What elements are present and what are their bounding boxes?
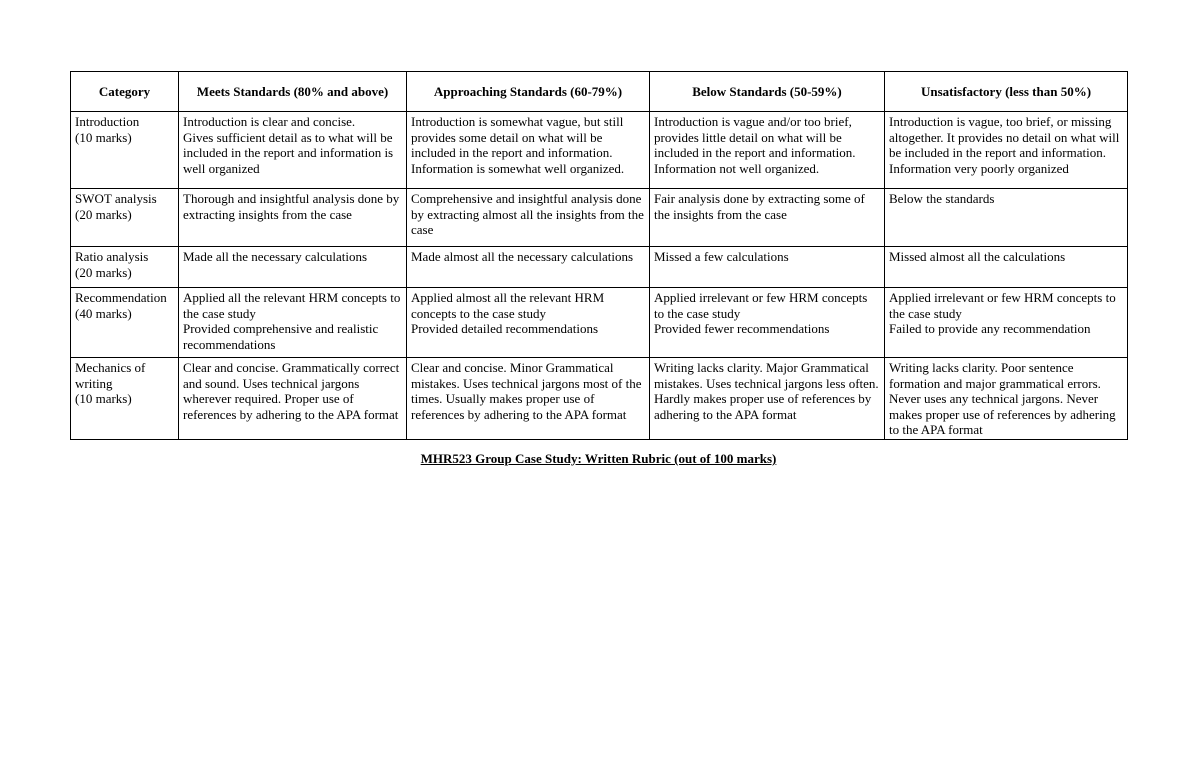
below-cell: [650, 288, 885, 358]
category-text: SWOT analysis (20 marks): [75, 191, 157, 222]
table-row: [71, 358, 1128, 440]
header-unsatisfactory: Unsatisfactory (less than 50%): [885, 72, 1128, 112]
meets-cell: [179, 358, 407, 440]
approaching-text: Comprehensive and insightful analysis done by extracting almost all the insights from the case: [411, 191, 644, 238]
approaching-cell: [407, 288, 650, 358]
meets-cell: [179, 112, 407, 189]
table-row: [71, 247, 1128, 288]
meets-text: Applied all the relevant HRM concepts to the case study Provided comprehensive and realistic recommendations: [183, 290, 401, 352]
table-row: [71, 189, 1128, 247]
category-text: Introduction (10 marks): [75, 114, 140, 145]
meets-text: Made all the necessary calculations: [183, 249, 368, 264]
unsatisfactory-text: Introduction is vague, too brief, or missing altogether. It provides no detail on what will be included in the report and information. Information very poorly organized: [889, 114, 1120, 176]
approaching-cell: [407, 247, 650, 288]
header-category: Category: [71, 72, 179, 112]
meets-cell: [179, 288, 407, 358]
meets-text: Introduction is clear and concise. Gives sufficient detail as to what will be included in the report and information is well organized: [183, 114, 394, 176]
approaching-cell: [407, 189, 650, 247]
below-text: Fair analysis done by extracting some of the insights from the case: [654, 191, 865, 222]
unsatisfactory-cell: [885, 288, 1128, 358]
category-text: Recommendation (40 marks): [75, 290, 167, 321]
category-cell: [71, 358, 179, 440]
unsatisfactory-text: Missed almost all the calculations: [889, 249, 1066, 264]
below-text: Missed a few calculations: [654, 249, 789, 264]
unsatisfactory-text: Applied irrelevant or few HRM concepts to the case study Failed to provide any recommendation: [889, 290, 1116, 337]
meets-text: Clear and concise. Grammatically correct and sound. Uses technical jargons wherever required. Proper use of references by adhering to the APA format: [183, 360, 400, 422]
category-cell: [71, 288, 179, 358]
unsatisfactory-cell: [885, 358, 1128, 440]
unsatisfactory-cell: [885, 189, 1128, 247]
category-cell: [71, 247, 179, 288]
approaching-cell: [407, 112, 650, 189]
unsatisfactory-text: Below the standards: [889, 191, 995, 206]
header-meets-standards: Meets Standards (80% and above): [179, 72, 407, 112]
below-cell: [650, 189, 885, 247]
approaching-text: Introduction is somewhat vague, but still provides some detail on what will be included in the report and information. Information is somewhat well organized.: [411, 114, 625, 176]
unsatisfactory-cell: [885, 247, 1128, 288]
table-caption: MHR523 Group Case Study: Written Rubric (out of 100 marks): [420, 451, 777, 466]
meets-cell: [179, 189, 407, 247]
meets-cell: [179, 247, 407, 288]
approaching-cell: [407, 358, 650, 440]
below-cell: [650, 358, 885, 440]
category-text: Mechanics of writing (10 marks): [75, 360, 146, 407]
approaching-text: Made almost all the necessary calculations: [411, 249, 634, 264]
below-cell: [650, 247, 885, 288]
header-approaching-standards: Approaching Standards (60-79%): [407, 72, 650, 112]
table-row: [71, 288, 1128, 358]
approaching-text: Clear and concise. Minor Grammatical mistakes. Uses technical jargons most of the times. Usually makes proper use of references by adhering to the APA format: [411, 360, 642, 422]
below-text: Introduction is vague and/or too brief, provides little detail on what will be included in the report and information. Information not well organized.: [654, 114, 856, 176]
header-row: [71, 72, 1128, 112]
category-cell: [71, 189, 179, 247]
approaching-text: Applied almost all the relevant HRM concepts to the case study Provided detailed recommendations: [411, 290, 605, 337]
category-text: Ratio analysis (20 marks): [75, 249, 149, 280]
below-text: Writing lacks clarity. Major Grammatical mistakes. Uses technical jargons less often. Hardly makes proper use of references by adhering to the APA format: [654, 360, 879, 422]
header-below-standards: Below Standards (50-59%): [650, 72, 885, 112]
meets-text: Thorough and insightful analysis done by extracting insights from the case: [183, 191, 400, 222]
rubric-table: [70, 71, 1128, 440]
category-cell: [71, 112, 179, 189]
table-row: [71, 112, 1128, 189]
unsatisfactory-text: Writing lacks clarity. Poor sentence formation and major grammatical errors. Never uses any technical jargons. Never makes proper use of references by adhering to the APA format: [889, 360, 1116, 438]
unsatisfactory-cell: [885, 112, 1128, 189]
below-text: Applied irrelevant or few HRM concepts to the case study Provided fewer recommendations: [654, 290, 868, 337]
below-cell: [650, 112, 885, 189]
